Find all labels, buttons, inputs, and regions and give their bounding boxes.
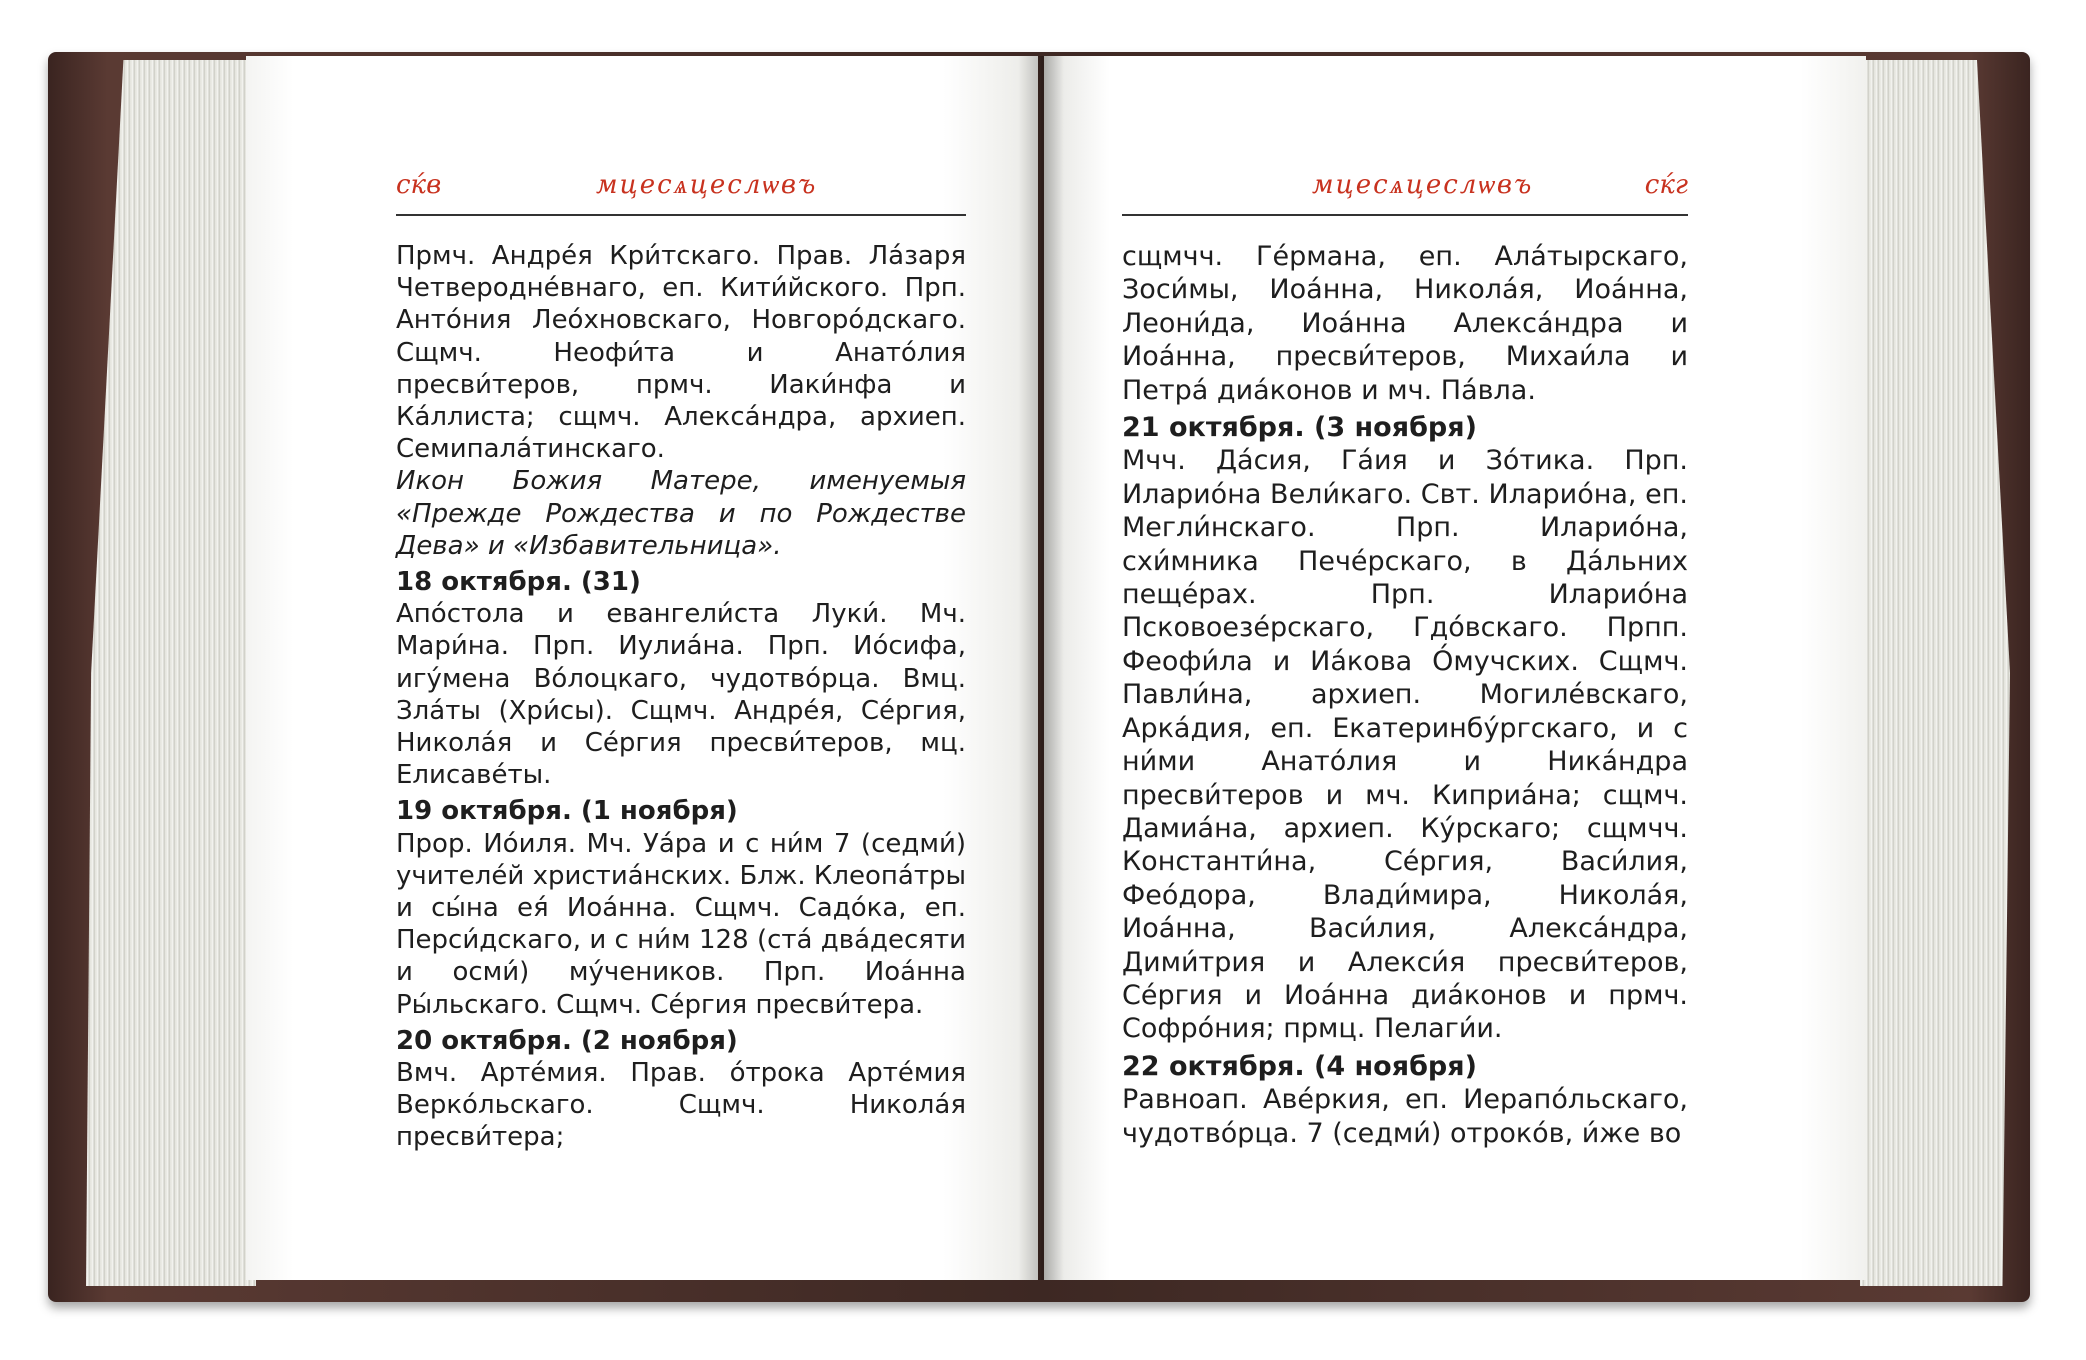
left-page-number: сќв bbox=[396, 170, 442, 200]
paragraph: Прор. Иóиля. Мч. Уа́ра и с ни́м 7 (седми́) учителе́й христиа́нских. Блж. Клеопа́тры и сы́на ея́ Иоа́нна. Сщмч. Садóка, еп. Перси́дскаго, и с ни́м 128 (ста́ два́десяти и осми́) му́чеников. Прп. Иоа́нна Ры́льскаго. Сщмч. Се́ргия пресви́тера. bbox=[396, 828, 966, 1020]
date-heading: 20 октября. (2 ноября) bbox=[396, 1025, 738, 1056]
right-page-number: сќг bbox=[1644, 170, 1688, 200]
left-page-header bbox=[396, 170, 966, 212]
date-heading: 22 октября. (4 ноября) bbox=[1122, 1050, 1477, 1082]
right-header-rule bbox=[1122, 214, 1688, 216]
paragraph: Мчч. Да́сия, Га́ия и Зо́тика. Прп. Иларио́на Вели́каго. Свт. Иларио́на, еп. Мегли́нскаго. Прп. Иларио́на, схи́мника Пече́рскаго, в Да́льних пеще́рах. Прп. Иларио́на Псковоезе́рскаго, Гдо́вскаго. Прпп. Феофи́ла и Иа́кова О́мучских. Сщмч. Павли́на, архиеп. Могиле́вскаго, Арка́дия, еп. Екатеринбу́ргскаго, и с ни́ми Анато́лия и Ника́ндра пресви́теров и мч. Киприа́на; сщмч. Дамиа́на, архиеп. Ку́рскаго; сщмчч. Константи́на, Се́ргия, Васи́лия, Фео́дора, Влади́мира, Никола́я, Иоа́нна, Васи́лия, Алекса́ндра, Дими́трия и Алекси́я пресви́теров, Се́ргия и Иоа́нна диа́конов и прмч. Софро́ния; прмц. Пелаги́и. bbox=[1122, 445, 1688, 1045]
left-header-rule bbox=[396, 214, 966, 216]
paragraph: Прмч. Андре́я Кри́тскаго. Прав. Ла́заря Четвероднéвнаго, еп. Кити́йского. Прп. Антóния Леóхновскаго, Новгорóдскаго. Сщмч. Неофи́та и Анатóлия пресви́теров, прмч. Иаки́нфа и Ка́ллиста; сщмч. Алекса́ндра, архиеп. Семипала́тинскаго. bbox=[396, 241, 966, 465]
paragraph-italic: Икон Божия Матере, именуемыя «Прежде Рождества и по Рождестве Дева» и «Избавительница». bbox=[396, 466, 966, 561]
date-heading: 21 октября. (3 ноября) bbox=[1122, 412, 1477, 444]
date-heading: 18 октября. (31) bbox=[396, 567, 641, 598]
left-running-title: мцесѧцеслѡвъ bbox=[596, 170, 818, 200]
right-page-header bbox=[1122, 170, 1688, 212]
book-gutter bbox=[1018, 56, 1064, 1280]
paragraph: сщмчч. Ге́рмана, еп. Ала́тырскаго, Зоси́мы, Иоа́нна, Никола́я, Иоа́нна, Леони́да, Иоа́нна Алекса́ндра и Иоа́нна, пресви́теров, Михаи́ла и Петра́ диа́конов и мч. Па́вла. bbox=[1122, 241, 1688, 406]
paragraph: Апóстола и евангели́ста Луки́. Мч. Мари́на. Прп. Иулиа́на. Прп. Иóсифа, игу́мена Вóлоцкаго, чудотвóрца. Вмц. Зла́ты (Хри́сы). Сщмч. Андре́я, Се́ргия, Никола́я и Се́ргия пресви́теров, мц. Елисаве́ты. bbox=[396, 599, 966, 791]
right-running-title: мцесѧцеслѡвъ bbox=[1312, 170, 1534, 200]
paragraph: Вмч. Арте́мия. Прав. óтрока Арте́мия Веркóльскаго. Сщмч. Никола́я пресви́тера; bbox=[396, 1058, 966, 1153]
left-page-text bbox=[396, 240, 966, 1154]
date-heading: 19 октября. (1 ноября) bbox=[396, 796, 738, 827]
paragraph: Равноап. Аве́ркия, еп. Иерапо́льскаго, чудотво́рца. 7 (седми́) отроко́в, и́же во bbox=[1122, 1084, 1688, 1149]
right-page-text bbox=[1122, 240, 1688, 1150]
